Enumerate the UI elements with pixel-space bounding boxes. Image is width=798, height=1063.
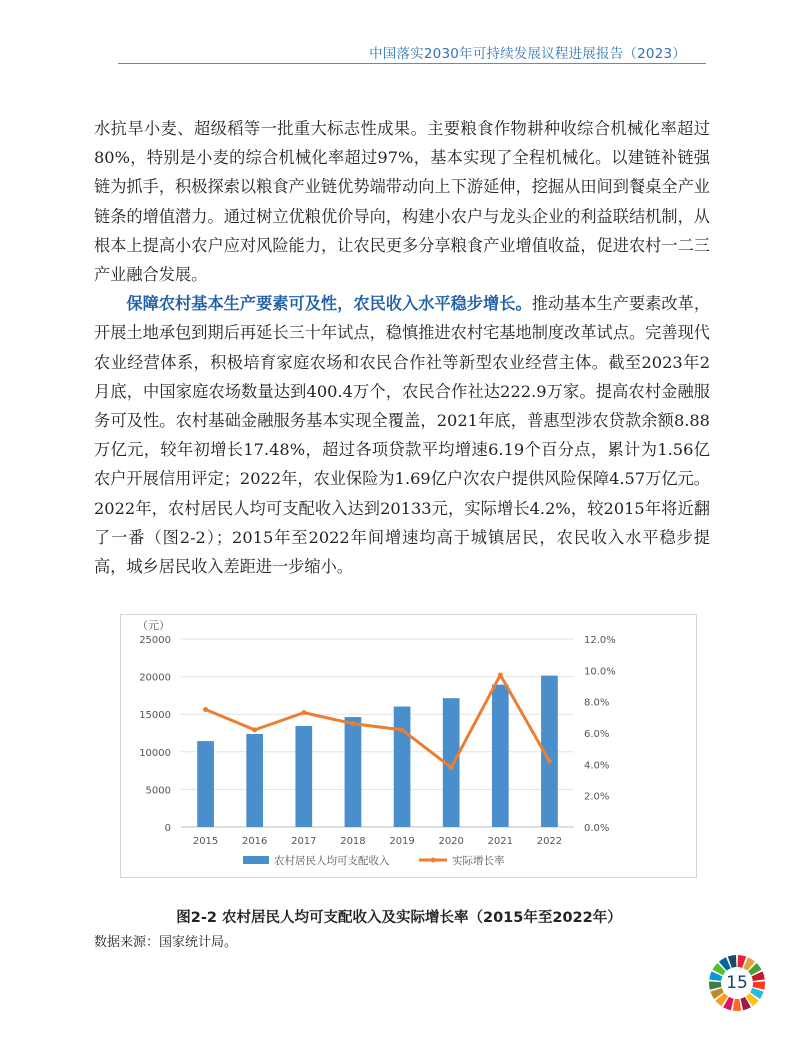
paragraph-2: [94, 289, 710, 581]
line-point: [498, 673, 503, 678]
y-left-tick-label: 20000: [139, 672, 171, 684]
legend-line-marker: [431, 858, 436, 863]
line-point: [547, 759, 552, 764]
bar: [394, 707, 411, 827]
income-chart-svg: [121, 615, 696, 877]
y-left-tick-label: 25000: [139, 635, 171, 646]
bar: [295, 726, 312, 827]
line-point: [449, 765, 454, 770]
y-right-tick-label: 12.0%: [584, 635, 616, 646]
y-right-tick-label: 4.0%: [584, 760, 610, 772]
income-chart: [120, 614, 697, 878]
legend-bar-swatch: [243, 856, 269, 864]
y-left-tick-label: 15000: [139, 710, 171, 722]
y-left-unit-label: （元）: [137, 619, 170, 632]
y-right-tick-label: 0.0%: [584, 823, 610, 834]
report-title: 中国落实2030年可持续发展议程进展报告（2023）: [369, 46, 686, 62]
paragraph-2-body: 推动基本生产要素改革，开展土地承包到期后再延长三十年试点，稳慎推进农村宅基地制度改革试点。完善现代农业经营体系，积极培育家庭农场和农民合作社等新型农业经营主体。截至2023年2月底，中国家庭农场数量达到400.4万个，农民合作社达222.9万家。提高农村金融服务可及性。农村基础金融服务基本实现全覆盖，2021年底，普惠型涉农贷款余额8.88万亿元，较年初增长17.48%，超过各项贷款平均增速6.19个百分点，累计为1.56亿农户开展信用评定；2022年，农业保险为1.69亿户次农户提供风险保障4.57万亿元。2022年，农村居民人均可支配收入达到20133元，实际增长4.2%，较2015年将近翻了一番（图2-2）；2015年至2022年间增速均高于城镇居民，农民收入水平稳步提高，城乡居民收入差距进一步缩小。: [94, 294, 711, 577]
line-point: [400, 727, 405, 732]
x-tick-label: 2018: [340, 836, 366, 847]
y-left-tick-label: 0: [164, 823, 171, 834]
bar: [197, 741, 214, 827]
bar: [492, 685, 509, 827]
y-left-tick-label: 10000: [139, 747, 171, 759]
body-text: [94, 114, 710, 581]
bar: [246, 734, 263, 827]
y-right-tick-label: 6.0%: [584, 729, 610, 740]
figure-source: 数据来源：国家统计局。: [94, 935, 238, 950]
paragraph-2-lead: 保障农村基本生产要素可及性，农民收入水平稳步增长。: [126, 294, 532, 314]
y-right-tick-label: 8.0%: [584, 697, 610, 709]
bar: [345, 717, 362, 827]
x-tick-label: 2019: [389, 836, 415, 847]
figure-caption: 图2-2 农村居民人均可支配收入及实际增长率（2015年至2022年）: [176, 910, 622, 926]
line-point: [252, 727, 257, 732]
legend-bar-label: 农村居民人均可支配收入: [274, 855, 390, 867]
x-tick-label: 2020: [438, 836, 464, 847]
x-tick-label: 2017: [291, 836, 317, 847]
x-tick-label: 2015: [192, 836, 219, 847]
x-tick-label: 2022: [536, 836, 563, 847]
y-right-tick-label: 2.0%: [584, 791, 610, 803]
legend-line-label: 实际增长率: [452, 855, 505, 867]
x-tick-label: 2021: [487, 836, 514, 847]
line-point: [203, 707, 208, 712]
paragraph-1: 水抗旱小麦、超级稻等一批重大标志性成果。主要粮食作物耕种收综合机械化率超过80%，特别是小麦的综合机械化率超过97%，基本实现了全程机械化。以建链补链强链为抓手，积极探索以粮食产业链优势端带动向上下游延伸，挖掘从田间到餐桌全产业链条的增值潜力。通过树立优粮优价导向，构建小农户与龙头企业的利益联结机制，从根本上提高小农户应对风险能力，让农民更多分享粮食产业增值收益，促进农村一二三产业融合发展。: [94, 119, 710, 285]
x-tick-label: 2016: [241, 836, 268, 847]
line-point: [301, 710, 306, 715]
y-right-tick-label: 10.0%: [584, 666, 616, 678]
header-divider: [118, 63, 706, 64]
y-left-tick-label: 5000: [145, 785, 171, 797]
line-point: [350, 721, 355, 726]
page-number: 15: [726, 973, 748, 993]
